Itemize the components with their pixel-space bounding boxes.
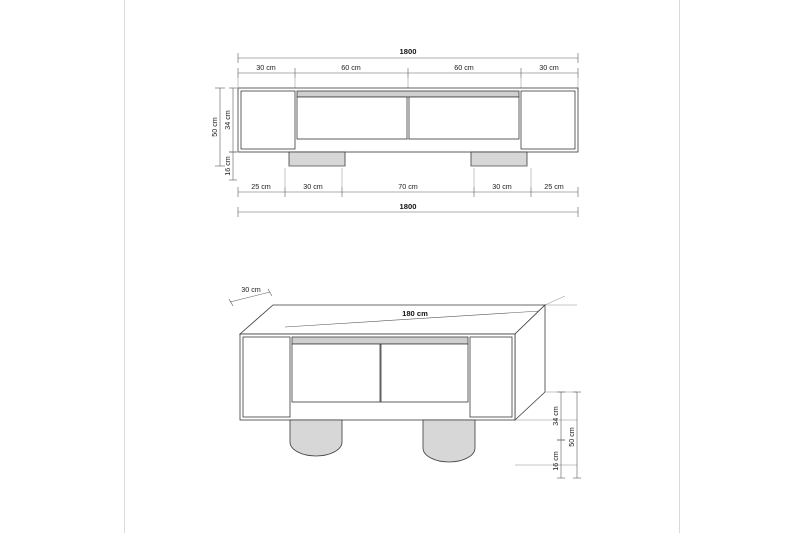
dim-label-height-16: 16 cm <box>223 156 232 176</box>
left-gutter <box>0 0 124 533</box>
dim-persp-16 <box>551 440 565 478</box>
dim-height-34 <box>223 88 237 152</box>
dim-label-60-a: 60 cm <box>341 63 361 72</box>
dim-label-persp-50: 50 cm <box>567 427 576 447</box>
dim-label-depth-30: 30 cm <box>241 285 261 294</box>
cabinet-base-left <box>290 420 342 456</box>
dim-label-30-a: 30 cm <box>256 63 276 72</box>
cabinet-door-left <box>292 344 380 402</box>
cabinet-top-surface <box>240 305 545 334</box>
cabinet-upper-rail <box>292 337 468 344</box>
dim-label-height-34: 34 cm <box>223 110 232 130</box>
cabinet-left-drawer <box>243 337 290 417</box>
right-gutter <box>680 0 800 533</box>
cabinet-base-right <box>423 420 475 462</box>
dim-label-60-b: 60 cm <box>454 63 474 72</box>
dim-row-bottom-segments <box>238 168 578 197</box>
dim-label-70: 70 cm <box>398 182 418 191</box>
dim-label-30-b: 30 cm <box>539 63 559 72</box>
dim-height-16 <box>223 152 237 180</box>
dim-row-top-segments <box>238 63 578 78</box>
leader-top-right <box>545 296 565 305</box>
technical-drawing-svg <box>125 0 681 533</box>
drawing-canvas <box>124 0 680 533</box>
dim-label-30-c: 30 cm <box>303 182 323 191</box>
dim-label-persp-34: 34 cm <box>551 406 560 426</box>
cabinet-base-supports <box>289 152 527 166</box>
dim-label-height-50: 50 cm <box>210 117 219 137</box>
dim-label-width-180: 180 cm <box>402 309 428 318</box>
dim-label-persp-16: 16 cm <box>551 451 560 471</box>
perspective-view <box>229 285 581 478</box>
dim-persp-34 <box>551 392 565 440</box>
front-elevation-view <box>210 47 578 217</box>
dim-label-overall-top: 1800 <box>399 47 417 56</box>
cabinet-door-right <box>381 344 468 402</box>
dim-label-overall-bottom: 1800 <box>399 202 417 211</box>
dim-overall-top <box>238 47 578 63</box>
dim-overall-bottom <box>238 202 578 217</box>
cabinet-right-drawer <box>470 337 512 417</box>
dim-label-25-a: 25 cm <box>251 182 271 191</box>
cabinet-front-body <box>238 88 578 152</box>
dim-label-30-d: 30 cm <box>492 182 512 191</box>
dim-depth-30 <box>229 285 272 306</box>
dim-label-25-b: 25 cm <box>544 182 564 191</box>
